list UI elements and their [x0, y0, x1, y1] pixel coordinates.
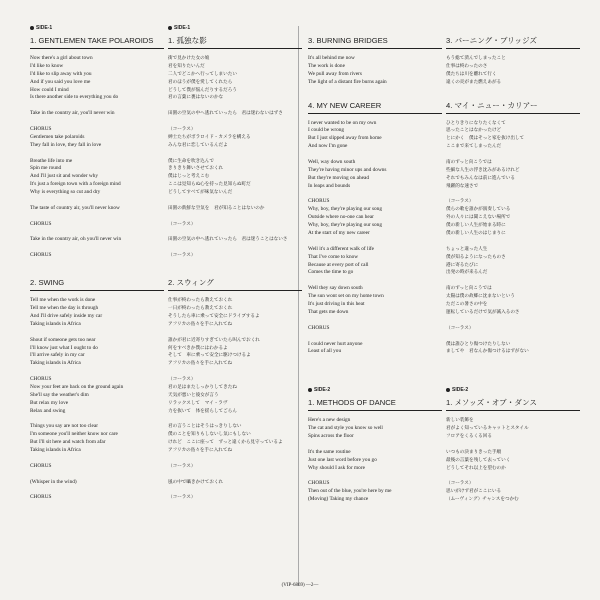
song-block	[308, 101, 442, 357]
side-marker	[30, 24, 164, 32]
lyric-line	[446, 333, 580, 341]
song-block	[446, 101, 580, 357]
lyric-line: And now I'm gone	[308, 143, 348, 150]
lyric-line: （コーラス）	[446, 325, 474, 331]
lyric-line: きりきり舞いさせておくれ	[168, 166, 224, 172]
lyric-line: 南のずっと向こうでは	[446, 160, 492, 166]
lyric-line: CHORUS	[30, 462, 52, 469]
bullet-icon	[446, 388, 450, 392]
lyric-line: It's all behind me now	[308, 55, 355, 61]
lyric-line: CHORUS	[30, 494, 52, 501]
song-block	[168, 24, 302, 260]
lyric-line: Things you say are not too clear	[30, 423, 98, 430]
lyric-line	[308, 151, 442, 159]
lyric-line: Breathe life into me	[30, 157, 73, 164]
lyrics	[308, 120, 442, 357]
lyric-line	[30, 329, 164, 337]
lyric-line: It's the same routine	[308, 448, 351, 455]
lyric-line: Now your feet are back on the ground again	[30, 383, 124, 390]
lyric-line: 仕事は終わったのさ	[446, 63, 488, 69]
song-title: 3. BURNING BRIDGES	[308, 36, 442, 49]
lyric-line: 君の言葉に裏はないのかな	[168, 95, 224, 101]
lyric-line: Spin me round	[30, 165, 62, 172]
lyric-line: But I'll sit here and watch from afar	[30, 439, 106, 446]
lyric-line: 最後の言葉を残して去っていく	[446, 457, 511, 463]
lyric-column	[30, 24, 164, 502]
page-footer: (VIP-6869) —2—	[281, 583, 319, 588]
lyric-line: Well it's a different walk of life	[308, 245, 375, 252]
lyric-line: 僕が知るようになったものさ	[446, 254, 506, 260]
lyric-line: And if you said you love me	[30, 78, 91, 85]
bullet-icon	[168, 26, 172, 30]
lyric-line: 仕事が終わったら教えておくれ	[168, 298, 233, 304]
lyric-line	[446, 238, 580, 246]
lyric-line	[446, 317, 580, 325]
lyric-line: ただこの暑さの中を	[446, 302, 488, 308]
lyric-line: 僕のことを知りもしないし気にもしない	[168, 432, 251, 438]
lyric-line: She'll say the weather's dim	[30, 391, 89, 398]
lyric-line: That gets me down	[308, 308, 349, 315]
side-marker	[446, 386, 580, 394]
lyric-line: Why should I ask for more	[308, 464, 365, 471]
lyrics	[168, 55, 302, 260]
lyric-line	[446, 191, 580, 199]
lyric-line: I'd like to know	[30, 62, 64, 69]
lyric-line: The work is done	[308, 62, 345, 69]
lyric-line: （コーラス）	[168, 253, 196, 259]
lyric-line: ここは見知らぬ心を持った見知らぬ町だ	[168, 182, 251, 188]
lyric-line: Because at every port of call	[308, 261, 369, 268]
lyric-line: それでもみんなは前に進んでいる	[446, 175, 515, 181]
lyric-line: （ムーヴィング）チャンスをつかむ	[446, 497, 519, 503]
lyric-line: And I'll just sit and wonder why	[30, 173, 99, 180]
song-title: 1. GENTLEMEN TAKE POLAROIDS	[30, 36, 164, 49]
lyric-line: We pull away from rivers	[308, 70, 362, 77]
lyric-line: And I'll drive safely inside my car	[30, 312, 103, 319]
song-block	[446, 36, 580, 87]
lyric-line: 僕らの歌を誰かが演奏している	[446, 207, 511, 213]
song-block	[30, 278, 164, 502]
lyric-line	[168, 487, 302, 495]
lyric-line: 君を知りたいんだ	[168, 63, 205, 69]
lyrics	[446, 417, 580, 504]
song-title: 1. メソッズ・オブ・ダンス	[446, 398, 580, 411]
lyric-line	[30, 416, 164, 424]
lyric-line: At the start of my new career	[308, 230, 370, 237]
lyric-line: (Moving) Taking my chance	[308, 496, 369, 503]
lyric-line	[168, 329, 302, 337]
lyric-line: そうしたら車に乗って安全にドライブするよ	[168, 313, 260, 319]
lyric-line: 天気が悪いと彼女が言う	[168, 392, 219, 398]
lyric-line	[168, 150, 302, 158]
lyric-line: Taking islands in Africa	[30, 320, 81, 327]
lyric-line: Gentlemen take polaroids	[30, 133, 85, 140]
lyric-line: 思ったことはなかったけど	[446, 128, 502, 134]
lyric-line: The sun wont set on my home town	[308, 293, 384, 300]
song-block	[168, 278, 302, 502]
lyric-line	[30, 455, 164, 463]
song-title: 1. METHODS OF DANCE	[308, 398, 442, 411]
lyric-line: In leaps and bounds	[308, 182, 351, 189]
lyric-line: Least of all you	[308, 348, 342, 355]
lyric-line: どうしてすべてが味気ないんだ	[168, 190, 233, 196]
lyric-line: けれど ここに座って ずっと遠くから見守っているよ	[168, 440, 283, 446]
lyric-line: （コーラス）	[446, 199, 474, 205]
lyric-line: いつもの決まりきった手順	[446, 449, 502, 455]
lyric-line: （コーラス）	[168, 495, 196, 501]
lyric-line: 新しい装飾を	[446, 418, 474, 424]
lyric-line: How could I mind	[30, 86, 69, 93]
lyric-line: Now there's a girl about town	[30, 55, 93, 61]
lyric-line: 君がよく知っているキャットとスタイル	[446, 426, 529, 432]
lyric-line: 太陽は僕の故郷に沈まないという	[446, 294, 515, 300]
lyrics	[30, 297, 164, 502]
lyric-line: 僕の新しい人生が始まる時に	[446, 223, 506, 229]
lyric-line: Well, way down south	[308, 159, 356, 166]
lyric-line	[168, 368, 302, 376]
song-title: 2. スウィング	[168, 278, 302, 291]
lyric-line: Taking islands in Africa	[30, 447, 81, 454]
lyric-line: The light of a distant fire burns again	[308, 78, 387, 85]
lyric-line	[30, 368, 164, 376]
lyric-line: （コーラス）	[168, 463, 196, 469]
lyric-line: CHORUS	[308, 480, 330, 487]
lyric-line	[168, 471, 302, 479]
lyrics	[308, 417, 442, 504]
lyric-line: 田園の空気の中へ逃れていったら 君は迷わないはずさ	[168, 111, 283, 117]
lyric-line: 風の中で囁きかけておくれ	[168, 479, 224, 485]
lyric-line: CHORUS	[30, 220, 52, 227]
lyric-line: （コーラス）	[168, 377, 196, 383]
song-block	[446, 386, 580, 504]
lyric-line: 二人でどこかへ行ってしまいたい	[168, 71, 237, 77]
lyrics	[446, 120, 580, 357]
lyric-line: 力を抜いて 体を揺らしてごらん	[168, 408, 237, 414]
lyric-line: The cat and style you know so well	[308, 425, 383, 432]
side-marker	[168, 24, 302, 32]
side-label: SIDE-2	[314, 387, 331, 394]
lyric-line	[446, 151, 580, 159]
lyric-line: It's just a foreign town with a foreign mind	[30, 181, 121, 188]
lyric-line	[30, 244, 164, 252]
lyric-line	[308, 441, 442, 449]
lyric-line	[30, 213, 164, 221]
lyric-column	[308, 24, 442, 504]
lyric-line: I never wanted to be on my own	[308, 119, 377, 126]
lyric-line: But they're moving on ahead	[308, 174, 369, 181]
lyric-line: 君のほうが僕を愛してくれたら	[168, 79, 233, 85]
song-block	[30, 24, 164, 260]
lyric-line: 運転しているだけで気が滅入るのさ	[446, 309, 520, 315]
lyric-line: どうして僕が悩んだりするだろう	[168, 87, 237, 93]
lyric-line	[446, 473, 580, 481]
lyric-line: （コーラス）	[168, 221, 196, 227]
lyric-line: アフリカの島々を手に入れてね	[168, 361, 233, 367]
lyric-line: 君の言うことはそうはっきりしない	[168, 424, 242, 430]
lyric-line: 外の人々には聞こえない場所で	[446, 215, 511, 221]
lyric-line: Shout if someone gets too near	[30, 336, 96, 343]
lyric-line	[30, 197, 164, 205]
lyric-line: 僕の新しい人生のはじまりに	[446, 231, 506, 237]
song-block	[308, 386, 442, 504]
lyric-line: I'd like to slip away with you	[30, 70, 92, 77]
side-label: SIDE-2	[452, 387, 469, 394]
lyric-line: リラックスして マイ・ラヴ	[168, 400, 228, 406]
lyric-line	[308, 238, 442, 246]
lyric-line	[168, 197, 302, 205]
lyric-line: フロアをくるくる回る	[446, 434, 492, 440]
lyric-line: 田園の空気の中へ逃れていったら 君は迷うことはないさ	[168, 237, 288, 243]
lyric-line	[30, 150, 164, 158]
lyric-line: (Whisper in the wind)	[30, 478, 77, 485]
lyric-line: 一日が終わったら教えておくれ	[168, 306, 233, 312]
lyric-line	[308, 191, 442, 199]
lyric-line: Tell me when the day is through	[30, 305, 99, 312]
lyric-line: I could be wrong	[308, 127, 345, 134]
lyric-line: ここまで来てしまったんだ	[446, 144, 502, 150]
lyric-line: 南のずっと向こうでは	[446, 286, 492, 292]
lyric-line: CHORUS	[30, 252, 52, 259]
lyric-line: I'm someone you'll neither know nor care	[30, 431, 118, 438]
lyric-line: Taking islands in Africa	[30, 360, 81, 367]
lyric-line	[168, 118, 302, 126]
lyric-line: CHORUS	[308, 324, 330, 331]
lyrics	[446, 55, 580, 87]
lyric-line: CHORUS	[308, 198, 330, 205]
lyrics	[30, 55, 164, 260]
lyric-line: Why, boy, they're playing our song	[308, 206, 382, 213]
lyric-line	[168, 213, 302, 221]
lyric-line: CHORUS	[30, 376, 52, 383]
lyric-line	[308, 473, 442, 481]
lyric-line: 僕は誰ひとり傷つけたりしない	[446, 341, 511, 347]
lyric-line: アフリカの島々を手に入れてね	[168, 448, 233, 454]
lyric-line: 遠くの炎がまた燃えあがる	[446, 79, 502, 85]
lyric-line	[308, 317, 442, 325]
song-block	[308, 36, 442, 87]
lyric-line: 港に寄るたびに	[446, 262, 479, 268]
lyric-line: ひとりきりになりたくなくて	[446, 120, 506, 126]
lyric-line: 紳士たちがポラロイド・カメラを構える	[168, 134, 251, 140]
bullet-icon	[30, 26, 34, 30]
lyric-line: もう総て済んでしまったこと	[446, 56, 506, 61]
lyric-line: Why is everything so cut and dry	[30, 189, 101, 196]
lyric-line: I could never hurt anyone	[308, 340, 363, 347]
song-title: 4. マイ・ニュー・カリアー	[446, 101, 580, 114]
song-title: 2. SWING	[30, 278, 164, 291]
side-label: SIDE-1	[36, 25, 53, 31]
lyric-line: とにかく 僕はそっと家を抜け出して	[446, 136, 525, 142]
lyric-line: They fall in love, they fall in love	[30, 141, 102, 148]
lyric-line: 些細な人生の浮き沈みがあるけれど	[446, 167, 520, 173]
lyric-line	[30, 229, 164, 237]
lyric-line: Here's a new design	[308, 417, 351, 424]
lyric-line	[30, 471, 164, 479]
lyric-line	[308, 277, 442, 285]
song-title: 4. MY NEW CAREER	[308, 101, 442, 114]
lyric-line: Take in the country air, oh you'll never win	[30, 236, 122, 243]
lyric-line: 誰かが君に近寄りすぎていたら叫んでおくれ	[168, 337, 260, 343]
lyric-line: Tell me when the work is done	[30, 297, 96, 304]
lyric-line	[168, 416, 302, 424]
lyric-line: ちょっと違った人生	[446, 246, 488, 252]
lyric-line: Then out of the blue, you're here by me	[308, 488, 392, 495]
lyric-line: 何をすべきか僕にはわかるよ	[168, 345, 228, 351]
lyric-line: ましてや 君なんか傷つけるはずがない	[446, 349, 529, 355]
lyric-line: They're having minor ups and downs	[308, 166, 387, 173]
lyric-line	[30, 102, 164, 110]
lyric-line: （コーラス）	[446, 481, 474, 487]
lyric-line: 僕はじっと考えこむ	[168, 174, 210, 180]
side-label: SIDE-1	[174, 25, 191, 31]
lyric-line: Well they say down south	[308, 285, 363, 292]
lyric-line: CHORUS	[30, 126, 52, 133]
lyric-line: アフリカの島々を手に入れてね	[168, 321, 233, 327]
lyrics	[168, 297, 302, 502]
lyric-line: I'll know just what I ought to do	[30, 344, 98, 351]
lyric-line: 街で見かけた女の娘	[168, 56, 210, 61]
lyric-line: But relax my love	[30, 399, 69, 406]
lyric-line	[446, 277, 580, 285]
lyric-line	[168, 244, 302, 252]
lyric-line: Why, boy, they're playing our song	[308, 222, 382, 229]
lyric-line	[168, 455, 302, 463]
lyric-line	[30, 487, 164, 495]
lyric-line: 君の足はまたしっかりしてきたね	[168, 384, 237, 390]
lyric-line: みんな君に恋しているんだよ	[168, 142, 228, 148]
lyric-column	[168, 24, 302, 502]
lyric-line: どうしてそれ以上を望むのか	[446, 465, 506, 471]
lyric-line: Outside where no-one can hear	[308, 214, 374, 221]
lyric-line: That I've come to know	[308, 253, 359, 260]
lyric-line: Spins across the floor	[308, 433, 354, 440]
song-title: 1. 孤独な影	[168, 36, 302, 49]
lyric-line: 僕たちは川を離れて行く	[446, 71, 497, 77]
lyric-line: Just one last word before you go	[308, 456, 377, 463]
lyric-line: Relax and swing	[30, 407, 66, 414]
side-marker	[308, 386, 442, 394]
lyric-line: But I just slipped away from home	[308, 135, 382, 142]
lyric-line	[446, 441, 580, 449]
lyric-line: 出発の時が来るんだ	[446, 270, 488, 276]
lyric-line: 飛躍的な速さで	[446, 183, 479, 189]
lyric-line: そして 車に乗って安全に駆けつけるよ	[168, 353, 251, 359]
lyric-line	[308, 333, 442, 341]
lyric-line: Comes the time to go	[308, 269, 354, 276]
lyric-line: It's just driving in this heat	[308, 301, 365, 308]
lyric-line: Take in the country air, you'll never win	[30, 110, 115, 117]
lyric-line: I'll arrive safely in my car	[30, 352, 85, 359]
lyric-line: Is there another side to everything you do	[30, 94, 119, 101]
lyric-line: （コーラス）	[168, 127, 196, 133]
lyric-line: The taste of country air, you'll never know	[30, 204, 120, 211]
lyric-column	[446, 24, 580, 504]
lyric-line: 田園の新鮮な空気を 君が知ることはないのか	[168, 205, 265, 211]
lyrics	[308, 55, 442, 87]
lyric-line	[168, 102, 302, 110]
lyric-line: 僕に生命を吹き込んで	[168, 158, 214, 164]
lyric-line	[30, 118, 164, 126]
lyric-line: 思いがけず君がここにいる	[446, 489, 502, 495]
lyric-line	[168, 229, 302, 237]
song-title: 3. バーニング・ブリッジズ	[446, 36, 580, 49]
bullet-icon	[308, 388, 312, 392]
